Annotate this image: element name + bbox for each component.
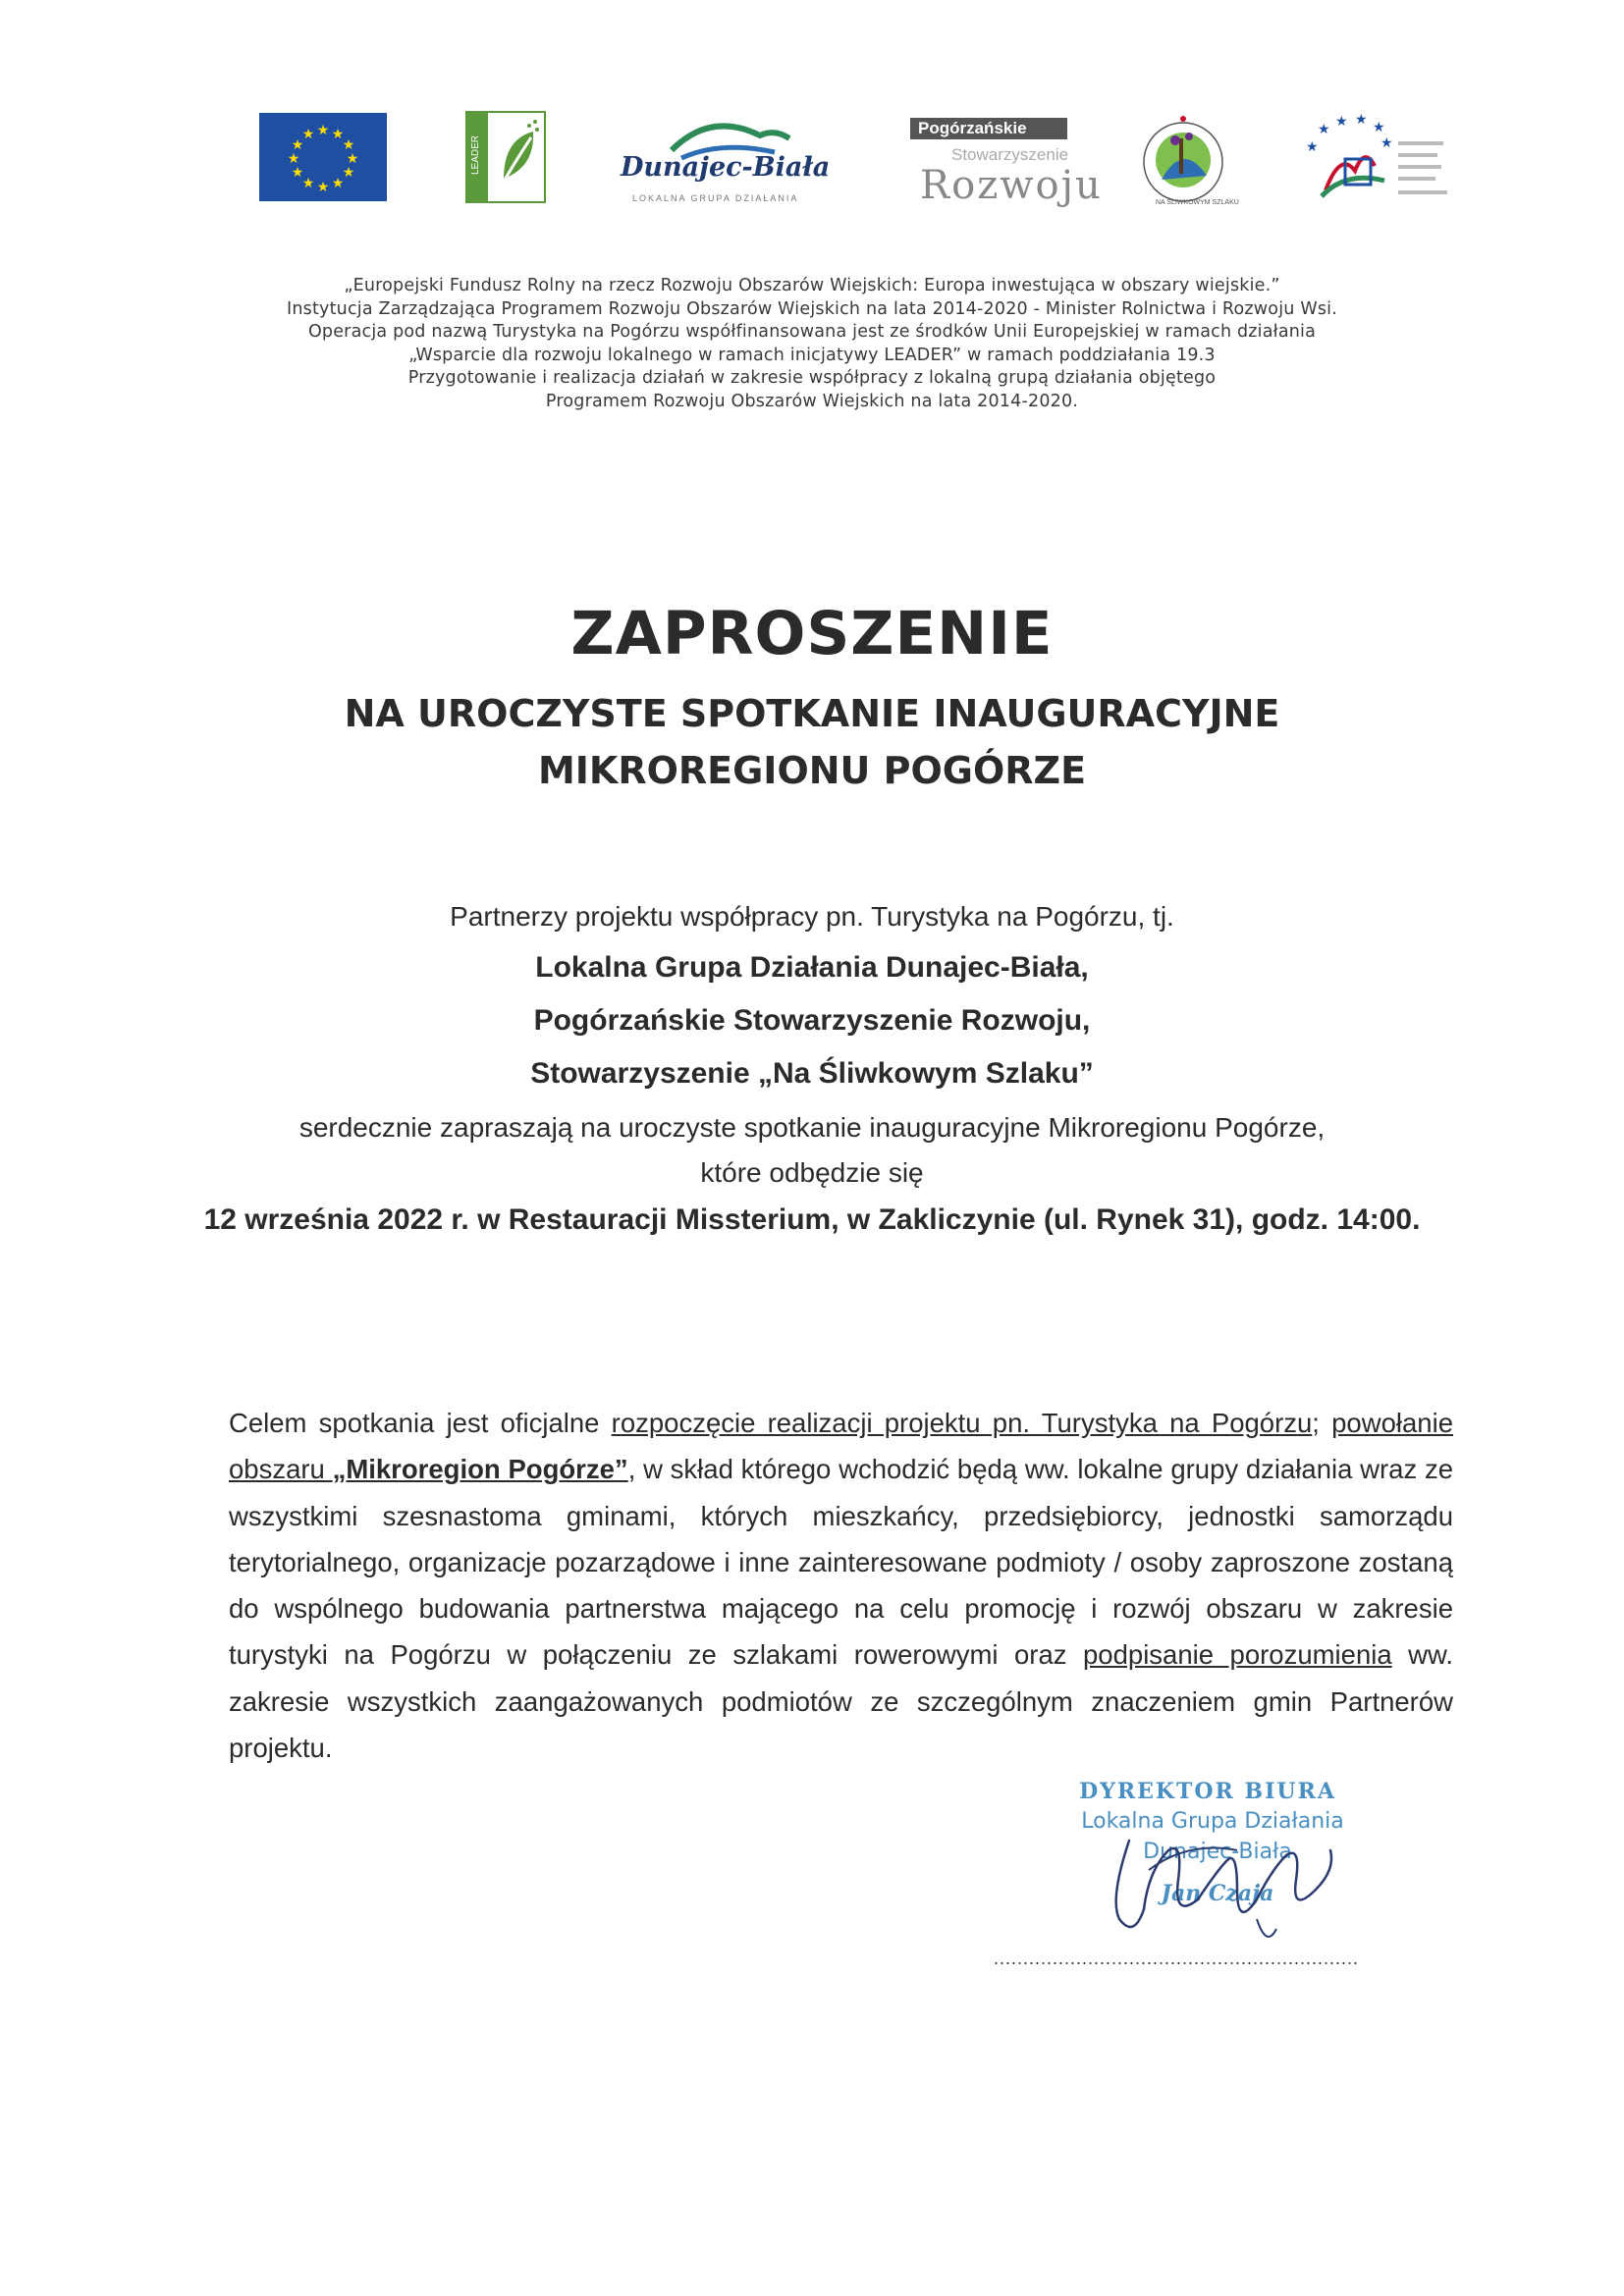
logo-bar [0, 106, 1624, 216]
na-sliwkowym-szlaku-logo [1132, 111, 1239, 213]
svg-text:★: ★ [301, 126, 315, 141]
body-text-1: Celem spotkania jest oficjalne [229, 1408, 612, 1438]
page-title: ZAPROSZENIE [570, 599, 1054, 668]
stamp-organization-name: Dunajec-Biała [1143, 1840, 1292, 1864]
event-details: 12 września 2022 r. w Restauracji Missterium, w Zakliczynie (ul. Rynek 31), godz. 14:00. [203, 1203, 1421, 1236]
intro-text: Partnerzy projektu współpracy pn. Turystyka na Pogórzu, tj. [450, 901, 1174, 932]
svg-text:★: ★ [331, 126, 345, 141]
invite-line-2: które odbędzie się [700, 1157, 924, 1188]
handwritten-signature [1090, 1811, 1355, 1958]
mikroregion-name: „Mikroregion Pogórze” [332, 1454, 628, 1485]
agreement-signing-text: podpisanie porozumienia [1083, 1639, 1392, 1671]
funding-line: Przygotowanie i realizacja działań w zakresie współpracy z lokalną grupą działania objętego [407, 368, 1217, 389]
svg-text:★: ★ [301, 175, 315, 190]
stamp-organization: Lokalna Grupa Działania [1081, 1809, 1344, 1834]
svg-text:★: ★ [316, 122, 330, 137]
partner-2: Pogórzańskie Stowarzyszenie Rozwoju, [533, 1004, 1091, 1037]
svg-text:★: ★ [1355, 112, 1368, 127]
funding-line: „Wsparcie dla rozwoju lokalnego w ramach inicjatywy LEADER” w ramach poddziałania 19.3 [408, 345, 1216, 365]
signature-line: .............................................................. [994, 1949, 1360, 1968]
svg-text:★: ★ [1380, 134, 1393, 150]
body-text-3: , w skład którego wchodzić będą ww. lokalne grupy działania wraz ze wszystkimi szesnastoma gminami, których mieszkańcy, przedsiębiorcy, jednostki samorządu terytorialnego, organizacje pozarządowe i inne zainteresowane podmioty / osoby zaproszone zostaną do wspólnego budowania partnerstwa mającego na celu promocję i rozwój obszaru w zakresie turystyki na Pogórzu w połączeniu ze szlakami rowerowymi oraz [229, 1454, 1453, 1671]
funding-line: Instytucja Zarządzająca Programem Rozwoju Obszarów Wiejskich na lata 2014-2020 - Minister Rolnictwa i Rozwoju Wsi. [287, 298, 1337, 319]
svg-text:★: ★ [346, 150, 359, 166]
funding-line: „Europejski Fundusz Rolny na rzecz Rozwoju Obszarów Wiejskich: Europa inwestująca w obszary wiejskie.” [344, 276, 1280, 295]
pogorzanskie-line3: Rozwoju [920, 163, 1103, 208]
area-founding-text: powołanie obszaru [229, 1408, 1453, 1485]
dunajec-biala-logo [603, 111, 835, 209]
partner-1: Lokalna Grupa Działania Dunajec-Biała, [535, 951, 1089, 984]
body-text-2: ; [1312, 1408, 1332, 1438]
stamp-title: DYREKTOR BIURA [1079, 1779, 1336, 1804]
leader-text: LEADER [470, 134, 481, 175]
svg-text:★: ★ [291, 136, 304, 152]
svg-text:★: ★ [1306, 138, 1319, 154]
funding-line: Programem Rozwoju Obszarów Wiejskich na lata 2014-2020. [545, 391, 1079, 411]
leader-logo [464, 110, 547, 204]
svg-text:★: ★ [316, 179, 330, 194]
svg-text:★: ★ [342, 164, 355, 180]
dunajec-biala-subtitle: LOKALNA GRUPA DZIAŁANIA [632, 193, 799, 203]
subtitle-line-1: NA UROCZYSTE SPOTKANIE INAUGURACYJNE [344, 692, 1280, 735]
partner-3: Stowarzyszenie „Na Śliwkowym Szlaku” [530, 1057, 1094, 1090]
svg-text:★: ★ [1335, 113, 1348, 129]
pogorzanskie-logo [910, 118, 1103, 208]
funding-notice [196, 275, 1428, 414]
na-sliwkowym-szlaku-text: NA ŚLIWKOWYM SZLAKU [1156, 199, 1239, 206]
svg-text:★: ★ [287, 150, 300, 166]
svg-text:★: ★ [291, 164, 304, 180]
eu-flag-logo [259, 113, 387, 201]
body-text-4: ww. zakresie wszystkich zaangażowanych podmiotów ze szczególnym znaczeniem gmin Partnerów projektu. [229, 1639, 1454, 1764]
project-start-link-text: rozpoczęcie realizacji projektu pn. Turystyka na Pogórzu [611, 1408, 1313, 1438]
subtitle-line-2: MIKROREGIONU POGÓRZE [537, 749, 1087, 792]
dunajec-biala-wordmark: Dunajec-Biała [621, 152, 831, 183]
funding-line: Operacja pod nazwą Turystyka na Pogórzu współfinansowana jest ze środków Unii Europejskiej w ramach działania [307, 322, 1317, 343]
svg-text:★: ★ [331, 175, 345, 190]
body-paragraph [229, 1400, 1453, 1771]
svg-text:★: ★ [1373, 119, 1385, 134]
prow-logo [1296, 112, 1453, 210]
svg-text:★: ★ [1318, 121, 1330, 136]
pogorzanskie-line2: Stowarzyszenie [951, 145, 1069, 164]
invite-line-1: serdecznie zapraszają na uroczyste spotkanie inauguracyjne Mikroregionu Pogórze, [298, 1112, 1326, 1143]
stamp-person-name: Jan Czaja [1161, 1881, 1274, 1906]
svg-text:★: ★ [342, 136, 355, 152]
pogorzanskie-line1: Pogórzańskie [918, 119, 1027, 137]
eu-stars-icon [259, 113, 387, 201]
